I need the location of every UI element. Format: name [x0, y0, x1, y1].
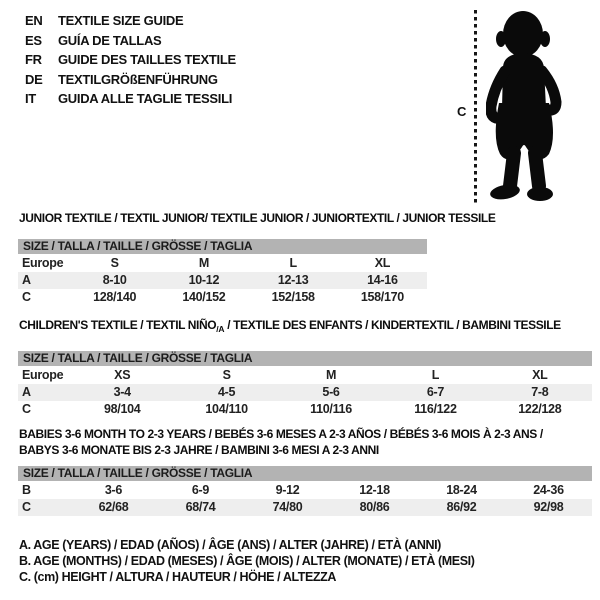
- value-cell: 5-6: [322, 385, 340, 399]
- table-row: [18, 289, 427, 306]
- junior-size-table: [18, 239, 427, 306]
- size-header-bar: SIZE / TALLA / TAILLE / GRÖSSE / TAGLIA: [18, 351, 592, 366]
- language-title: TEXTILGRÖßENFÜHRUNG: [58, 71, 218, 87]
- children-title-post: / TEXTILE DES ENFANTS / KINDERTEXTIL / BAMBINI TESSILE: [224, 318, 561, 332]
- language-title: GUÍA DE TALLAS: [58, 32, 162, 48]
- table-row: [18, 367, 592, 384]
- table-row: [18, 482, 592, 499]
- value-cell: 3-6: [104, 483, 123, 497]
- value-cell: 122/128: [518, 402, 562, 416]
- value-cell: 158/170: [360, 290, 404, 304]
- footnote-height-cm: C. (cm) HEIGHT / ALTURA / HAUTEUR / HÖHE / ALTEZZA: [19, 570, 337, 584]
- value-cell: 152/158: [271, 290, 315, 304]
- size-cell: L: [289, 256, 297, 270]
- language-code: IT: [25, 91, 36, 106]
- value-cell: 18-24: [446, 483, 477, 497]
- value-cell: 10-12: [188, 273, 220, 287]
- height-measure-label: C: [457, 104, 467, 119]
- value-cell: 74/80: [272, 500, 303, 514]
- children-table-title: [19, 318, 561, 338]
- language-row: [25, 11, 236, 31]
- row-label: C: [22, 402, 31, 416]
- value-cell: 7-8: [531, 385, 549, 399]
- value-cell: 62/68: [98, 500, 129, 514]
- footnote-age-years: A. AGE (YEARS) / EDAD (AÑOS) / ÂGE (ANS) / ALTER (JAHRE) / ETÀ (ANNI): [19, 538, 441, 552]
- size-cell: XS: [114, 368, 131, 382]
- height-measure-dashed-line: [474, 10, 477, 206]
- table-row: [18, 401, 592, 418]
- value-cell: 128/140: [93, 290, 137, 304]
- language-title: GUIDA ALLE TAGLIE TESSILI: [58, 91, 233, 106]
- size-cell: XL: [532, 368, 548, 382]
- value-cell: 9-12: [275, 483, 300, 497]
- size-header-bar: SIZE / TALLA / TAILLE / GRÖSSE / TAGLIA: [18, 239, 427, 254]
- value-cell: 80/86: [359, 500, 390, 514]
- children-title-pre: CHILDREN'S TEXTILE / TEXTIL NIÑO: [19, 318, 217, 332]
- value-cell: 6-9: [191, 483, 210, 497]
- value-cell: 24-36: [533, 483, 564, 497]
- value-cell: 92/98: [533, 500, 564, 514]
- language-row: [25, 70, 236, 90]
- value-cell: 4-5: [218, 385, 236, 399]
- row-label: C: [22, 290, 31, 304]
- size-cell: S: [222, 368, 231, 382]
- language-row: [25, 31, 236, 51]
- language-row: [25, 89, 236, 109]
- toddler-silhouette-icon: [486, 8, 574, 202]
- table-row: [18, 499, 592, 516]
- value-cell: 3-4: [113, 385, 131, 399]
- value-cell: 104/110: [205, 402, 248, 416]
- language-code: DE: [25, 71, 43, 87]
- value-cell: 116/122: [414, 402, 457, 416]
- size-cell: L: [431, 368, 440, 382]
- babies-size-table: [18, 466, 592, 516]
- footnote-legend: [19, 537, 475, 585]
- babies-title-line1: BABIES 3-6 MONTH TO 2-3 YEARS / BEBÉS 3-6 MESES A 2-3 AÑOS / BÉBÉS 3-6 MOIS À 2-3 ANS /: [19, 427, 543, 441]
- language-code: FR: [25, 52, 42, 67]
- language-row: [25, 50, 236, 70]
- children-title-subscript: /A: [216, 324, 225, 334]
- language-title-list: [25, 11, 236, 109]
- value-cell: 140/152: [182, 290, 226, 304]
- babies-title-line2: BABYS 3-6 MONATE BIS 2-3 JAHRE / BAMBINI 3-6 MESI A 2-3 ANNI: [19, 442, 379, 457]
- language-title: GUIDE DES TAILLES TEXTILE: [58, 52, 236, 67]
- size-cell: XL: [374, 256, 391, 270]
- language-code: ES: [25, 32, 42, 48]
- babies-table-title: [19, 427, 543, 458]
- row-label: Europe: [22, 368, 64, 382]
- value-cell: 12-18: [359, 483, 390, 497]
- junior-table-title: JUNIOR TEXTILE / TEXTIL JUNIOR/ TEXTILE JUNIOR / JUNIORTEXTIL / JUNIOR TESSILE: [19, 211, 496, 225]
- value-cell: 68/74: [185, 500, 216, 514]
- language-code: EN: [25, 13, 43, 28]
- value-cell: 86/92: [446, 500, 477, 514]
- size-cell: M: [198, 256, 209, 270]
- row-label: A: [22, 385, 31, 399]
- value-cell: 110/116: [310, 402, 352, 416]
- row-label: Europe: [22, 256, 64, 270]
- row-label: B: [22, 483, 31, 497]
- value-cell: 8-10: [102, 273, 127, 287]
- value-cell: 6-7: [426, 385, 444, 399]
- size-header-bar: SIZE / TALLA / TAILLE / GRÖSSE / TAGLIA: [18, 466, 592, 481]
- row-label: A: [22, 273, 31, 287]
- value-cell: 12-13: [277, 273, 309, 287]
- row-label: C: [22, 500, 31, 514]
- size-cell: M: [325, 368, 337, 382]
- value-cell: 98/104: [103, 402, 141, 416]
- children-size-table: [18, 351, 592, 418]
- footnote-age-months: B. AGE (MONTHS) / EDAD (MESES) / ÂGE (MOIS) / ALTER (MONATE) / ETÀ (MESI): [19, 554, 475, 568]
- size-cell: S: [110, 256, 119, 270]
- table-row: [18, 255, 427, 272]
- table-row: [18, 272, 427, 289]
- value-cell: 14-16: [367, 273, 398, 287]
- table-row: [18, 384, 592, 401]
- language-title: TEXTILE SIZE GUIDE: [58, 13, 184, 28]
